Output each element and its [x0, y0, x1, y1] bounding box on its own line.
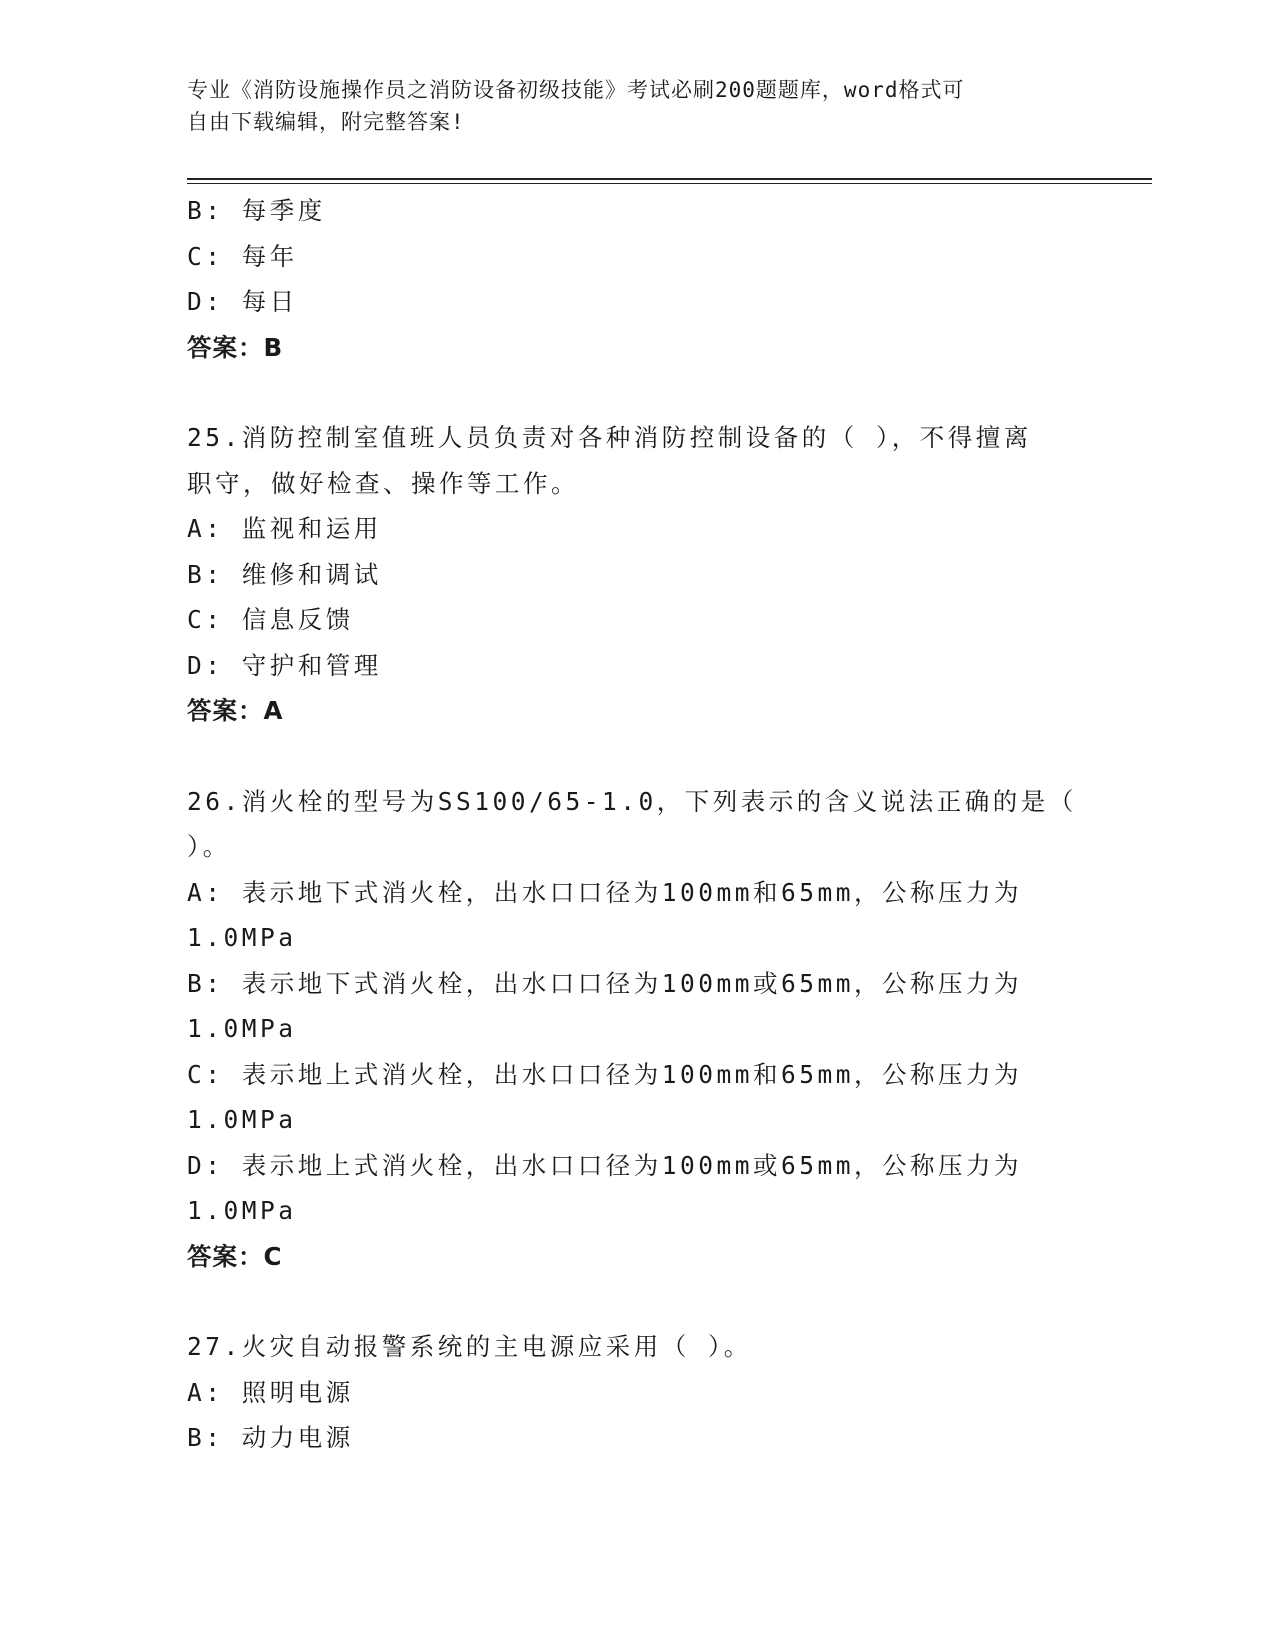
- question-spacer: [187, 370, 1087, 415]
- question-stem-line-1: 25.消防控制室值班人员负责对各种消防控制设备的（ ），不得擅离: [187, 423, 1032, 452]
- option-b: B: 维修和调试: [187, 559, 382, 589]
- question-26: [187, 779, 1087, 1280]
- answer-label: 答案：B: [187, 332, 284, 362]
- option-c: C: 信息反馈: [187, 605, 354, 634]
- option-d: D: 每日: [187, 287, 298, 316]
- option-a-continued: 1.0MPa: [187, 923, 297, 952]
- question-spacer: [187, 1279, 1087, 1324]
- option-b: B: 每季度: [187, 196, 326, 225]
- answer-label: 答案：C: [187, 1241, 283, 1271]
- option-c: C: 表示地上式消火栓，出水口口径为100mm和65mm，公称压力为: [187, 1059, 1023, 1089]
- header-line-1: 专业《消防设施操作员之消防设备初级技能》考试必刷200题题库，word格式可: [187, 78, 965, 102]
- header-divider-thin: [187, 183, 1152, 184]
- question-stem-line-1: 26.消火栓的型号为SS100/65-1.0，下列表示的含义说法正确的是（: [187, 786, 1077, 816]
- header-line-2: 自由下载编辑，附完整答案!: [187, 110, 465, 134]
- option-d: D: 表示地上式消火栓，出水口口径为100mm或65mm，公称压力为: [187, 1150, 1023, 1180]
- question-content: [187, 188, 1087, 1461]
- question-24-tail: [187, 188, 1087, 370]
- option-a: A: 照明电源: [187, 1377, 354, 1407]
- question-25: [187, 415, 1087, 734]
- option-b: B: 动力电源: [187, 1423, 354, 1452]
- question-spacer: [187, 734, 1087, 779]
- answer-label: 答案：A: [187, 696, 284, 725]
- option-d: D: 守护和管理: [187, 650, 382, 680]
- option-d-continued: 1.0MPa: [187, 1196, 297, 1225]
- option-c-continued: 1.0MPa: [187, 1105, 297, 1134]
- option-a: A: 表示地下式消火栓，出水口口径为100mm和65mm，公称压力为: [187, 877, 1023, 907]
- question-stem-line-2: 职守，做好检查、操作等工作。: [187, 468, 579, 498]
- header-divider-thick: [187, 178, 1152, 180]
- document-header: [187, 74, 1067, 138]
- option-a: A: 监视和运用: [187, 514, 382, 543]
- question-stem-line-2: ）。: [187, 832, 231, 861]
- option-b-continued: 1.0MPa: [187, 1014, 297, 1043]
- question-27: [187, 1324, 1087, 1461]
- option-c: C: 每年: [187, 241, 298, 271]
- option-b: B: 表示地下式消火栓，出水口口径为100mm或65mm，公称压力为: [187, 968, 1023, 998]
- question-stem-line-1: 27.火灾自动报警系统的主电源应采用（ ）。: [187, 1332, 752, 1361]
